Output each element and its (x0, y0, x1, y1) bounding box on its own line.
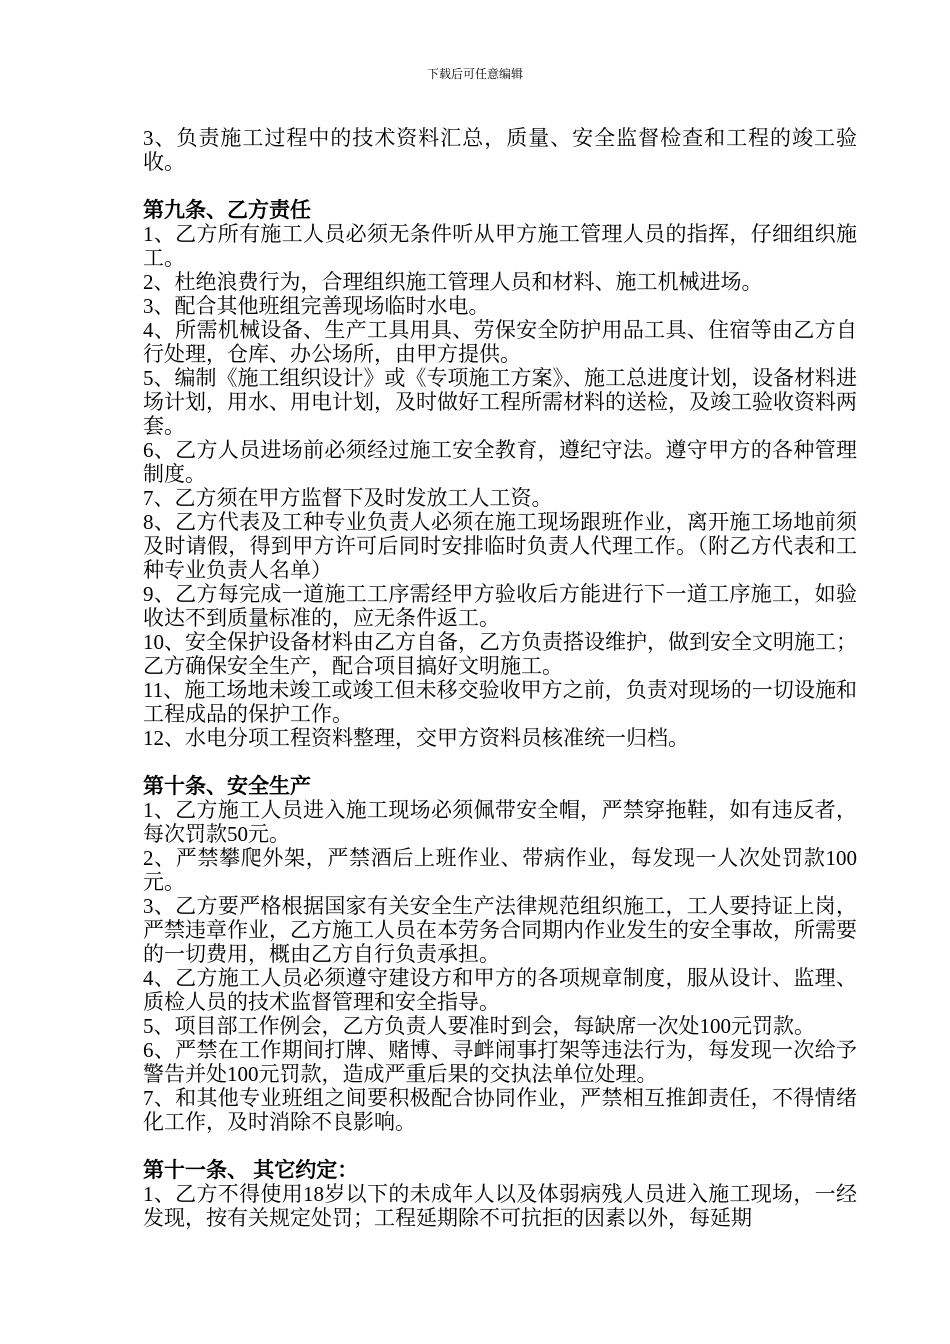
section-heading: 第九条、乙方责任 (143, 198, 311, 222)
section-heading: 第十一条、 其它约定： (143, 1158, 359, 1182)
clause-paragraph: 5、项目部工作例会，乙方负责人要准时到会，每缺席一次处100元罚款。 (143, 1014, 815, 1038)
clause-paragraph: 3、负责施工过程中的技术资料汇总，质量、安全监督检查和工程的竣工验收。 (143, 126, 857, 174)
clause-paragraph: 1、乙方不得使用18岁以下的未成年人以及体弱病残人员进入施工现场，一经发现，按有关规定处罚；工程延期除不可抗拒的因素以外，每延期 (143, 1182, 857, 1230)
clause-paragraph: 3、配合其他班组完善现场临时水电。 (143, 294, 490, 318)
clause-paragraph: 12、水电分项工程资料整理，交甲方资料员核准统一归档。 (143, 726, 689, 750)
document-body (143, 126, 857, 1230)
paragraph-gap (143, 750, 857, 774)
clause-paragraph: 7、和其他专业班组之间要积极配合协同作业，严禁相互推卸责任，不得情绪化工作，及时消除不良影响。 (143, 1086, 857, 1134)
clause-paragraph: 8、乙方代表及工种专业负责人必须在施工现场跟班作业，离开施工场地前须及时请假，得到甲方许可后同时安排临时负责人代理工作。（附乙方代表和工种专业负责人名单） (143, 510, 857, 582)
paragraph-gap (143, 174, 857, 198)
page-header: 下载后可任意编辑 (426, 67, 523, 81)
clause-paragraph: 5、编制《施工组织设计》或《专项施工方案》、施工总进度计划，设备材料进场计划，用水、用电计划，及时做好工程所需材料的送检，及竣工验收资料两套。 (143, 366, 857, 438)
clause-paragraph: 2、严禁攀爬外架，严禁酒后上班作业、带病作业，每发现一人次处罚款100元。 (143, 846, 857, 894)
clause-paragraph: 1、乙方所有施工人员必须无条件听从甲方施工管理人员的指挥，仔细组织施工。 (143, 222, 857, 270)
clause-paragraph: 9、乙方每完成一道施工工序需经甲方验收后方能进行下一道工序施工，如验收达不到质量标准的，应无条件返工。 (143, 582, 857, 630)
section-heading: 第十条、安全生产 (143, 774, 311, 798)
clause-paragraph: 3、乙方要严格根据国家有关安全生产法律规范组织施工，工人要持证上岗，严禁违章作业，乙方施工人员在本劳务合同期内作业发生的安全事故，所需要的一切费用，概由乙方自行负责承担。 (143, 894, 857, 966)
clause-paragraph: 2、杜绝浪费行为，合理组织施工管理人员和材料、施工机械进场。 (143, 270, 763, 294)
clause-paragraph: 10、安全保护设备材料由乙方自备，乙方负责搭设维护，做到安全文明施工；乙方确保安全生产，配合项目搞好文明施工。 (143, 630, 857, 678)
clause-paragraph: 7、乙方须在甲方监督下及时发放工人工资。 (143, 486, 553, 510)
clause-paragraph: 4、所需机械设备、生产工具用具、劳保安全防护用品工具、住宿等由乙方自行处理，仓库、办公场所，由甲方提供。 (143, 318, 857, 366)
paragraph-gap (143, 1134, 857, 1158)
clause-paragraph: 4、乙方施工人员必须遵守建设方和甲方的各项规章制度，服从设计、监理、质检人员的技术监督管理和安全指导。 (143, 966, 857, 1014)
clause-paragraph: 11、施工场地未竣工或竣工但未移交验收甲方之前，负责对现场的一切设施和工程成品的保护工作。 (143, 678, 857, 726)
clause-paragraph: 1、乙方施工人员进入施工现场必须佩带安全帽，严禁穿拖鞋，如有违反者，每次罚款50元。 (143, 798, 857, 846)
clause-paragraph: 6、严禁在工作期间打牌、赌博、寻衅闹事打架等违法行为，每发现一次给予警告并处100元罚款，造成严重后果的交执法单位处理。 (143, 1038, 857, 1086)
clause-paragraph: 6、乙方人员进场前必须经过施工安全教育，遵纪守法。遵守甲方的各种管理制度。 (143, 438, 857, 486)
